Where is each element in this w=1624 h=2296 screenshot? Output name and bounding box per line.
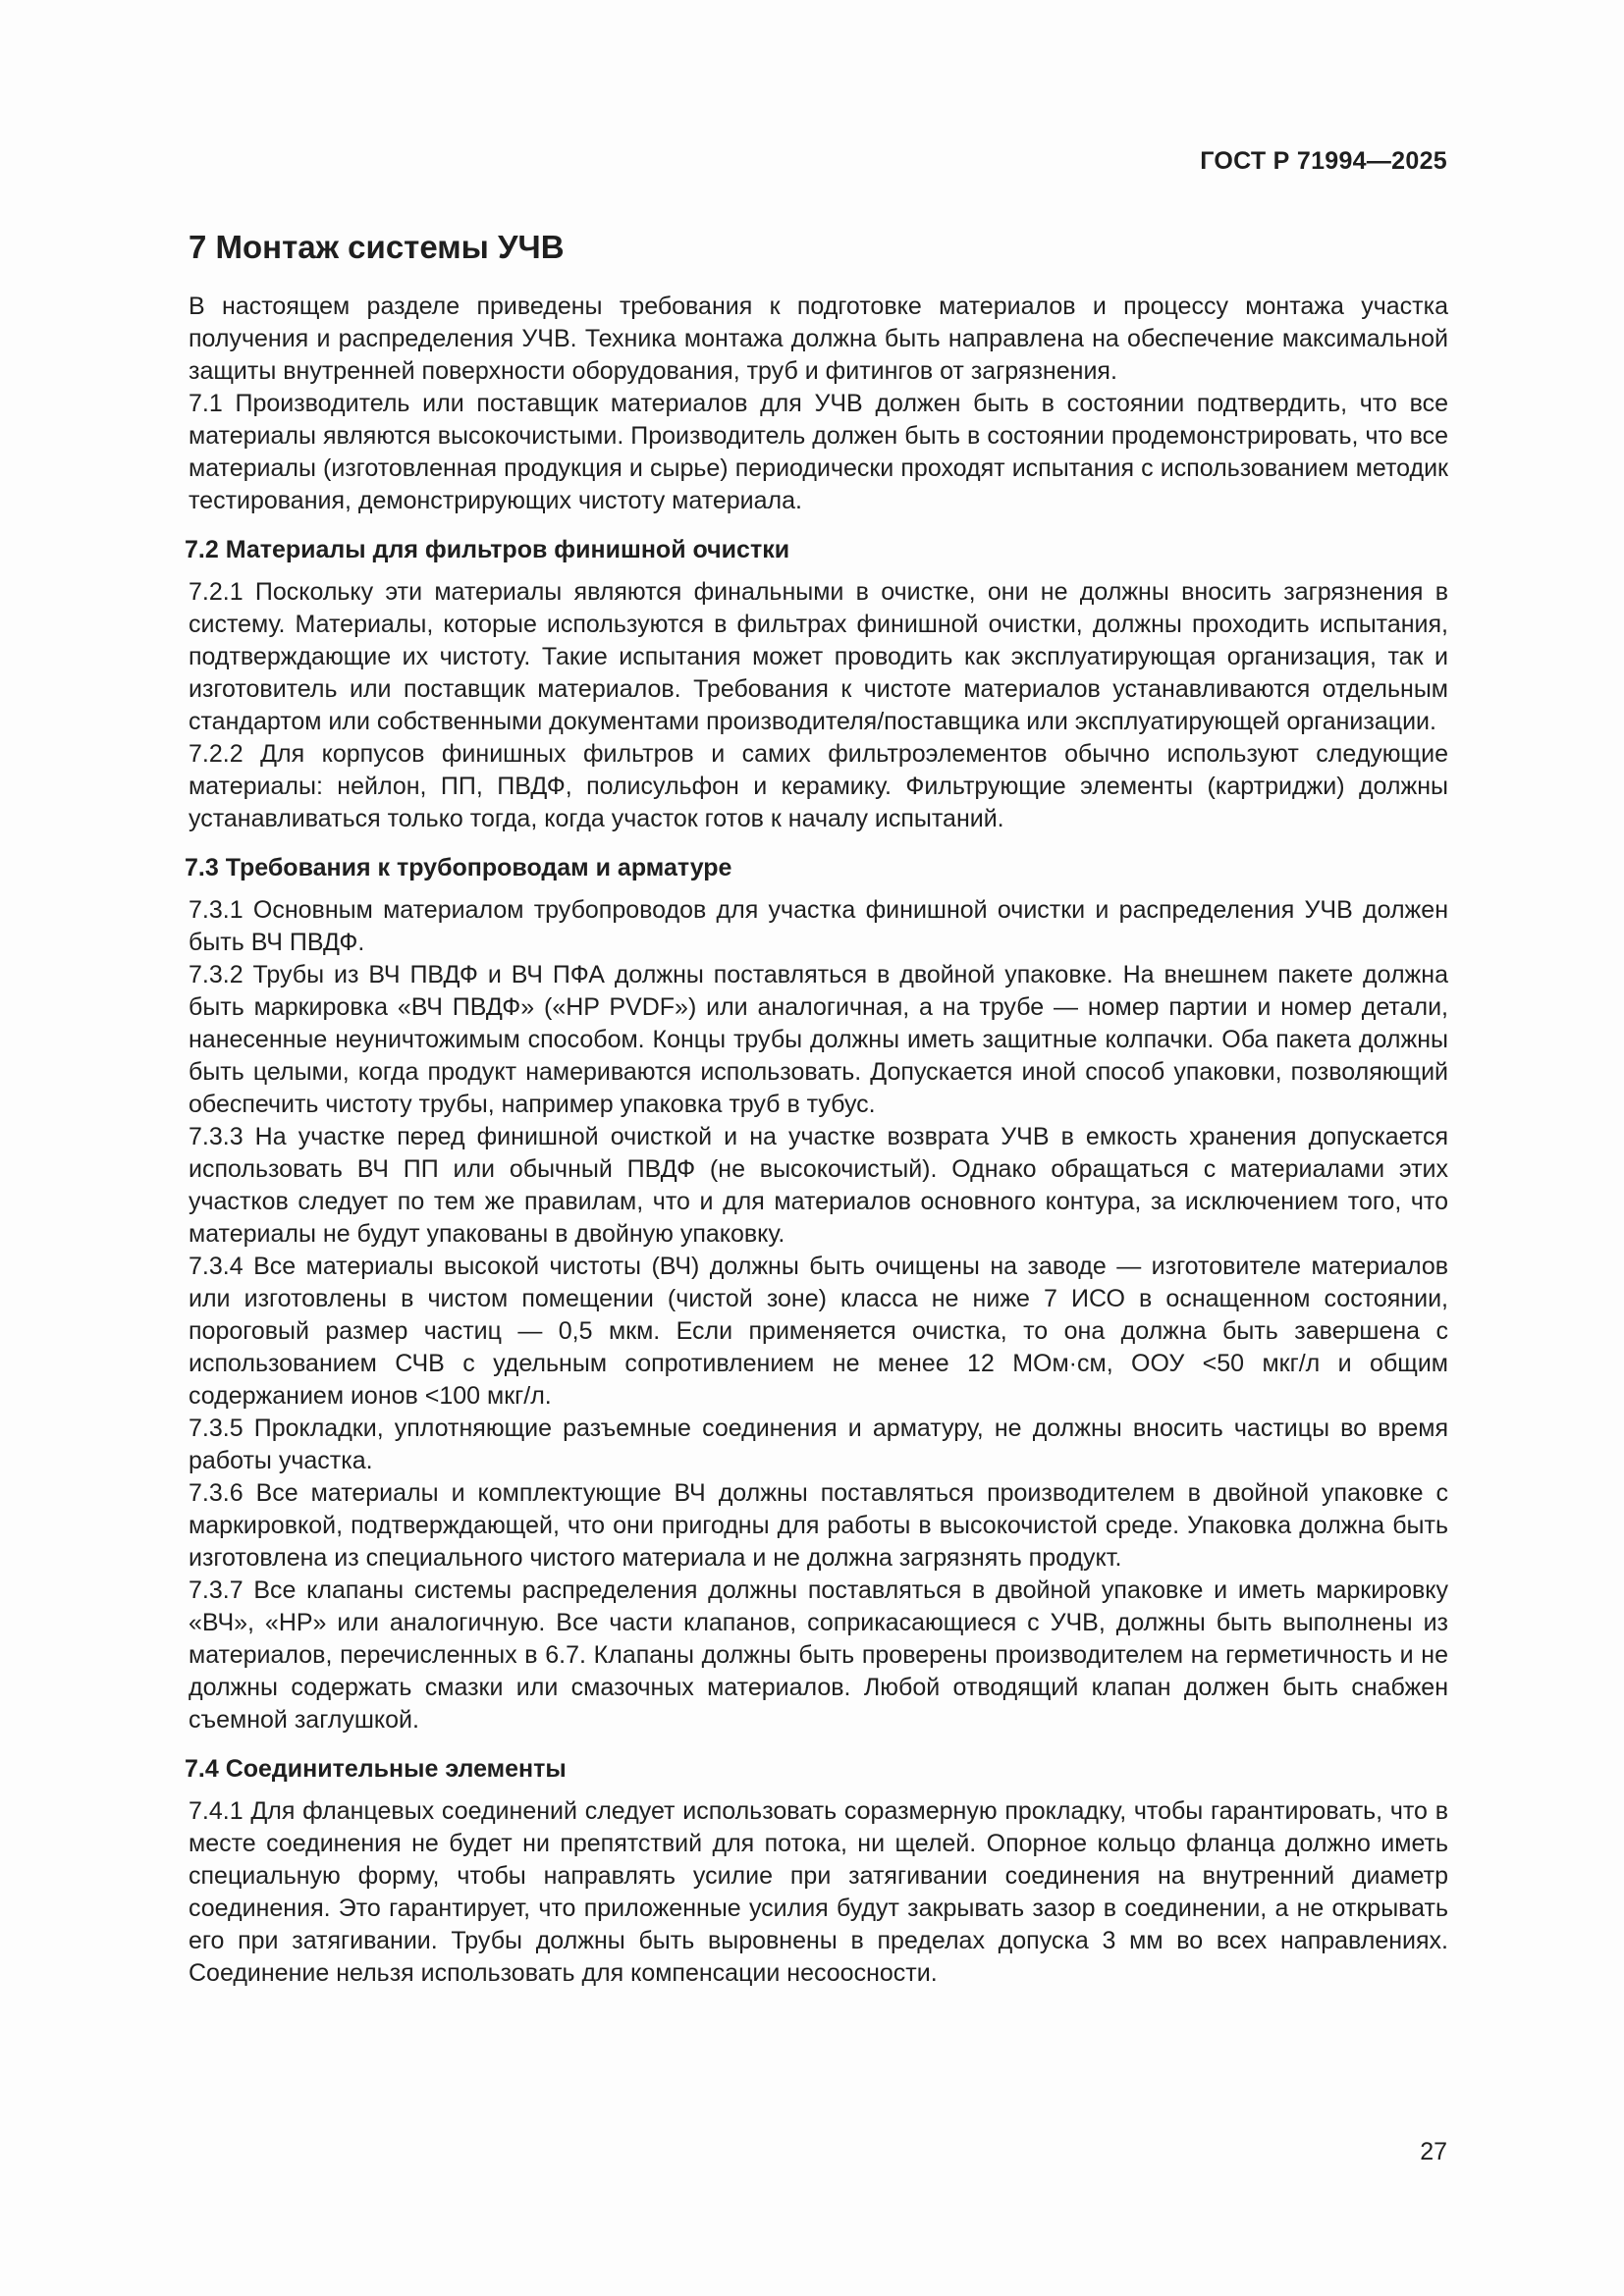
- paragraph-7-3-7-text: 7.3.7 Все клапаны системы распределения должны поставляться в двойной упаковке и иметь маркировку «ВЧ», «HP» или аналогичную. Все части клапанов, соприкасающиеся с УЧВ, должны быть выполнены из материалов, перечисленных в 6.7. Клапаны должны быть проверены производителем на герметичность и не должны содержать смазки или смазочных материалов. Любой отводящий клапан должен быть снабжен съемной заглушкой.: [189, 1576, 1448, 1734]
- paragraph-7-3-1-text: 7.3.1 Основным материалом трубопроводов для участка финишной очистки и распределения УЧВ должен быть ВЧ ПВДФ.: [189, 896, 1448, 956]
- paragraph-7-3-3-text: 7.3.3 На участке перед финишной очисткой и на участке возврата УЧВ в емкость хранения допускается использовать ВЧ ПП или обычный ПВДФ (не высокочистый). Однако обращаться с материалами этих участков следует по тем же правилам, что и для материалов основного контура, за исключением того, что материалы не будут упакованы в двойную упаковку.: [189, 1123, 1448, 1248]
- section-7-3-title: 7.3 Требования к трубопроводам и арматуре: [185, 854, 732, 881]
- paragraph-7-3-1: [177, 894, 1448, 959]
- section-7-intro: [177, 291, 1448, 388]
- paragraph-7-3-4: [177, 1251, 1448, 1413]
- paragraph-7-3-3: [177, 1121, 1448, 1251]
- section-7-4-title: 7.4 Соединительные элементы: [185, 1755, 567, 1783]
- paragraph-7-3-6: [177, 1477, 1448, 1575]
- paragraph-7-4-1: [177, 1795, 1448, 1990]
- paragraph-7-2-1-text: 7.2.1 Поскольку эти материалы являются финальными в очистке, они не должны вносить загрязнения в систему. Материалы, которые используются в фильтрах финишной очистки, должны проходить испытания, подтверждающие их чистоту. Такие испытания может проводить как эксплуатирующая организация, так и изготовитель или поставщик материалов. Требования к чистоте материалов устанавливаются отдельным стандартом или собственными документами производителя/поставщика или эксплуатирующей организации.: [189, 578, 1448, 735]
- section-7-title: 7 Монтаж системы УЧВ: [189, 229, 565, 265]
- paragraph-7-2-2: [177, 738, 1448, 835]
- paragraph-7-3-5: [177, 1413, 1448, 1477]
- page-number: 27: [1420, 2138, 1447, 2165]
- paragraph-7-1-text: 7.1 Производитель или поставщик материалов для УЧВ должен быть в состоянии подтвердить, что все материалы являются высокочистыми. Производитель должен быть в состоянии продемонстрировать, что все материалы (изготовленная продукция и сырье) периодически проходят испытания с использованием методик тестирования, демонстрирующих чистоту материала.: [189, 390, 1448, 514]
- section-7-intro-text: В настоящем разделе приведены требования к подготовке материалов и процессу монтажа участка получения и распределения УЧВ. Техника монтажа должна быть направлена на обеспечение максимальной защиты внутренней поверхности оборудования, труб и фитингов от загрязнения.: [189, 293, 1448, 385]
- paragraph-7-1: [177, 388, 1448, 517]
- paragraph-7-4-1-text: 7.4.1 Для фланцевых соединений следует использовать соразмерную прокладку, чтобы гарантировать, что в месте соединения не будет ни препятствий для потока, ни щелей. Опорное кольцо фланца должно иметь специальную форму, чтобы направлять усилие при затягивании соединения на внутренний диаметр соединения. Это гарантирует, что приложенные усилия будут закрывать зазор в соединении, а не открывать его при затягивании. Трубы должны быть выровнены в пределах допуска 3 мм во всех направлениях. Соединение нельзя использовать для компенсации несоосности.: [189, 1797, 1448, 1987]
- paragraph-7-3-6-text: 7.3.6 Все материалы и комплектующие ВЧ должны поставляться производителем в двойной упаковке с маркировкой, подтверждающей, что они пригодны для работы в высокочистой среде. Упаковка должна быть изготовлена из специального чистого материала и не должна загрязнять продукт.: [189, 1479, 1448, 1572]
- paragraph-7-2-2-text: 7.2.2 Для корпусов финишных фильтров и самих фильтроэлементов обычно используют следующие материалы: нейлон, ПП, ПВДФ, полисульфон и керамику. Фильтрующие элементы (картриджи) должны устанавливаться только тогда, когда участок готов к началу испытаний.: [189, 740, 1448, 832]
- section-7-2-title: 7.2 Материалы для фильтров финишной очистки: [185, 536, 790, 563]
- document-header-id: ГОСТ Р 71994—2025: [1200, 147, 1447, 175]
- paragraph-7-3-2: [177, 959, 1448, 1121]
- paragraph-7-3-4-text: 7.3.4 Все материалы высокой чистоты (ВЧ) должны быть очищены на заводе — изготовителе материалов или изготовлены в чистом помещении (чистой зоне) класса не ниже 7 ИСО в оснащенном состоянии, пороговый размер частиц — 0,5 мкм. Если применяется очистка, то она должна быть завершена с использованием СЧВ с удельным сопротивлением не менее 12 МОм·см, ООУ <50 мкг/л и общим содержанием ионов <100 мкг/л.: [189, 1253, 1448, 1410]
- document-body: [177, 226, 1448, 1990]
- paragraph-7-3-7: [177, 1575, 1448, 1736]
- paragraph-7-3-2-text: 7.3.2 Трубы из ВЧ ПВДФ и ВЧ ПФА должны поставляться в двойной упаковке. На внешнем пакете должна быть маркировка «ВЧ ПВДФ» («HP PVDF») или аналогичная, а на трубе — номер партии и номер детали, нанесенные неуничтожимым способом. Концы трубы должны иметь защитные колпачки. Оба пакета должны быть целыми, когда продукт намериваются использовать. Допускается иной способ упаковки, позволяющий обеспечить чистоту трубы, например упаковка труб в тубус.: [189, 961, 1448, 1118]
- paragraph-7-3-5-text: 7.3.5 Прокладки, уплотняющие разъемные соединения и арматуру, не должны вносить частицы во время работы участка.: [189, 1415, 1448, 1474]
- paragraph-7-2-1: [177, 576, 1448, 738]
